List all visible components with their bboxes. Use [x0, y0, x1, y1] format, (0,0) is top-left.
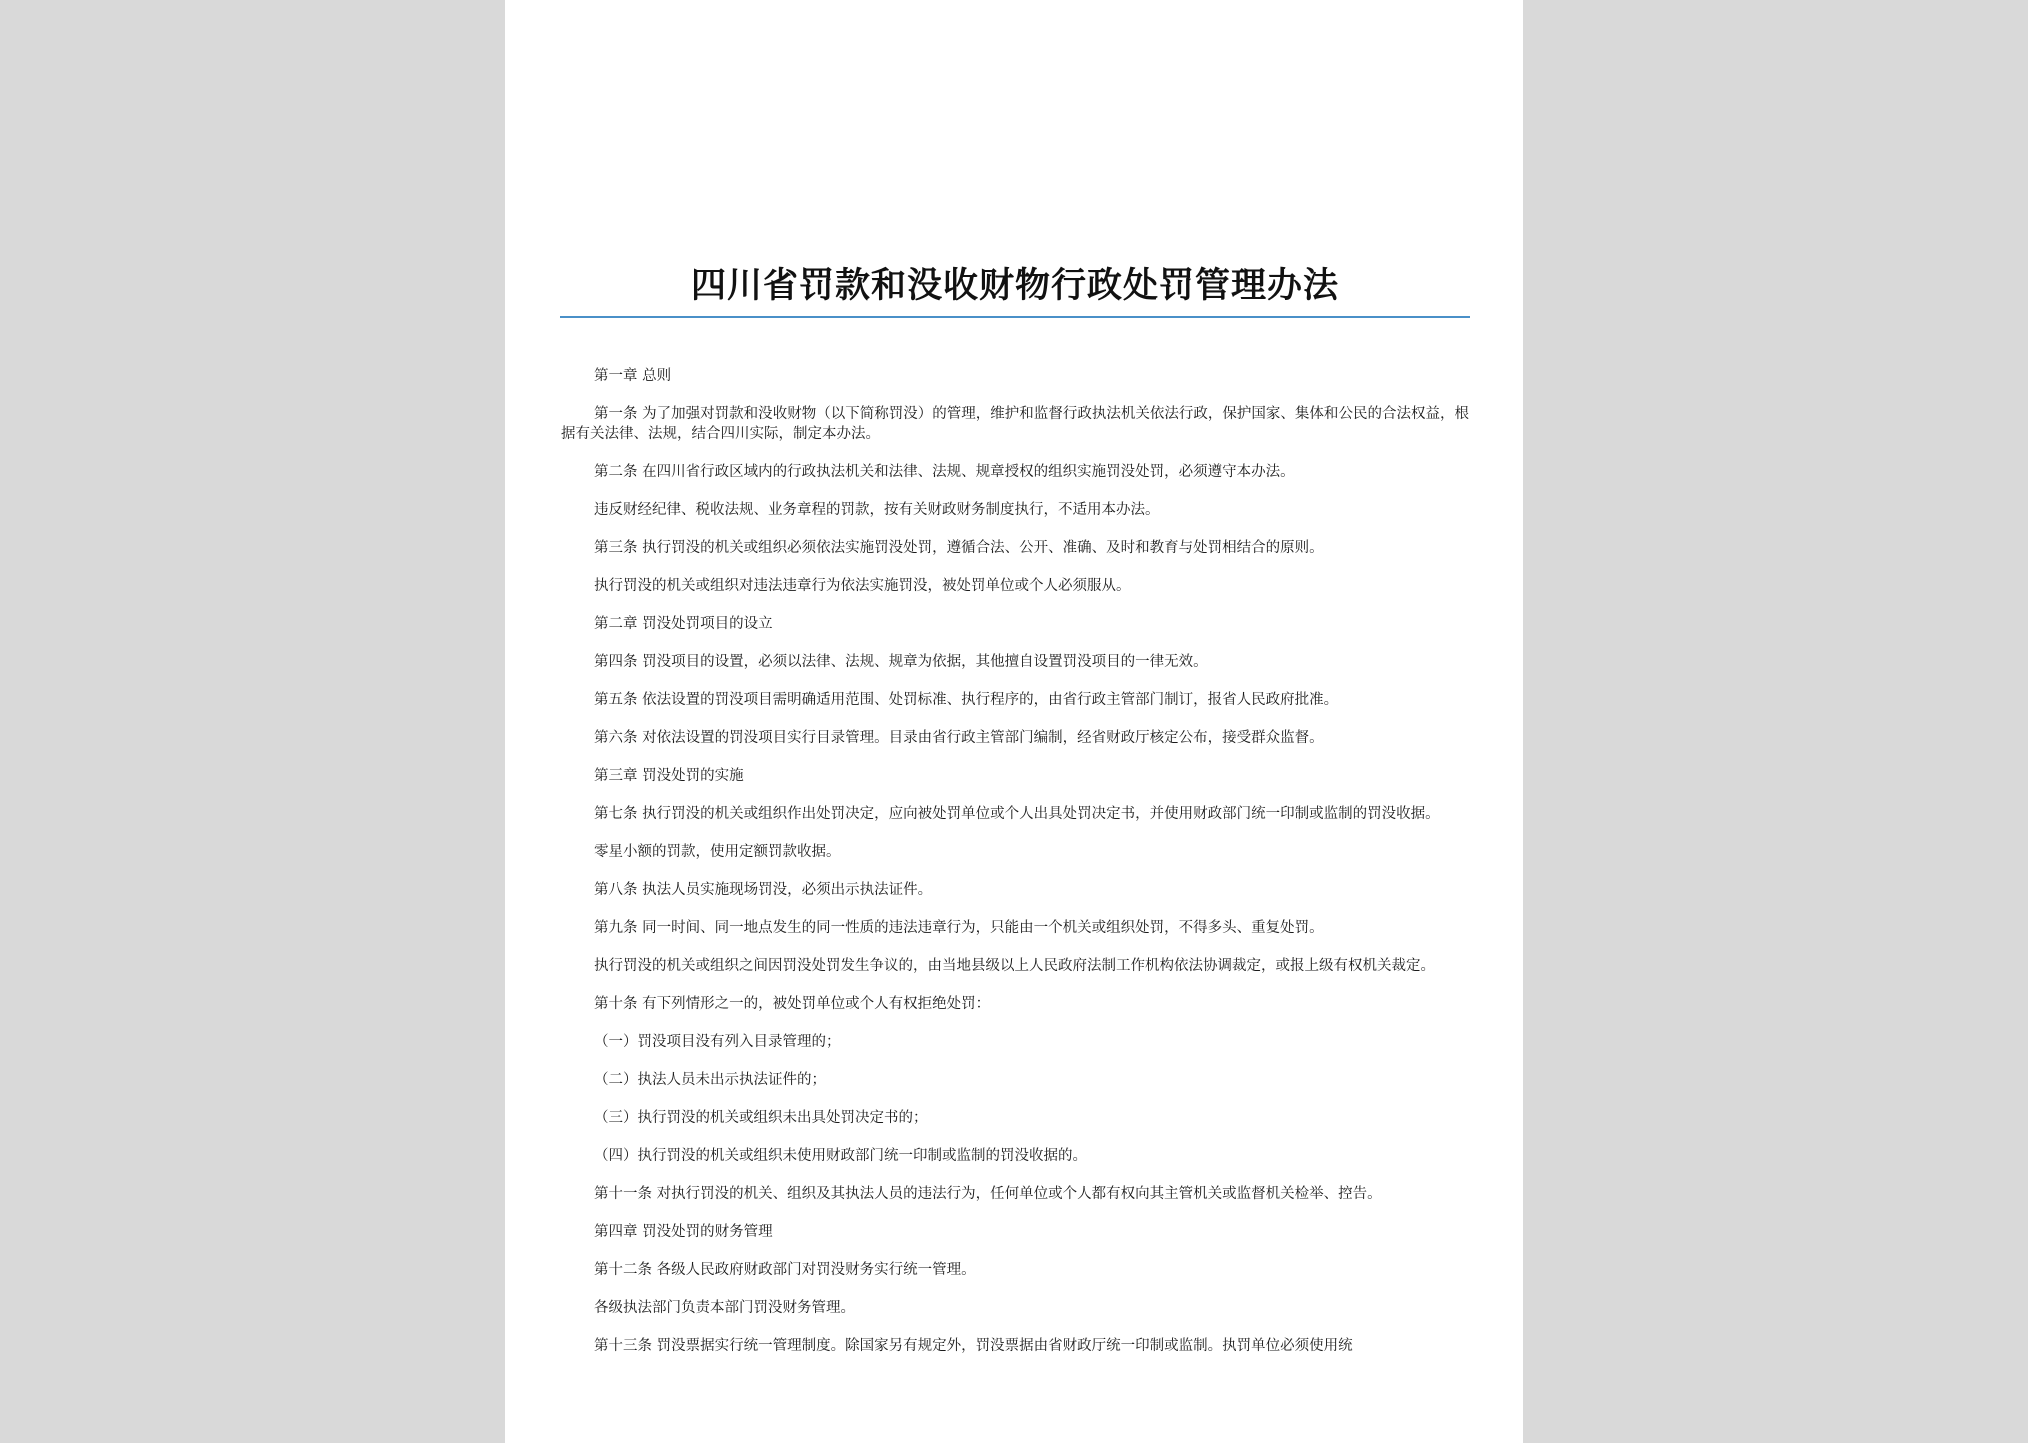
document-paragraph: 违反财经纪律、税收法规、业务章程的罚款，按有关财政财务制度执行，不适用本办法。: [594, 502, 1160, 518]
document-paragraph: 第二条 在四川省行政区域内的行政执法机关和法律、法规、规章授权的组织实施罚没处罚，必须遵守本办法。: [594, 464, 1295, 480]
document-paragraph: （三）执行罚没的机关或组织未出具处罚决定书的；: [594, 1110, 928, 1126]
document-body: [561, 366, 1469, 1374]
document-paragraph: 第九条 同一时间、同一地点发生的同一性质的违法违章行为，只能由一个机关或组织处罚，不得多头、重复处罚。: [594, 920, 1324, 936]
document-paragraph: 执行罚没的机关或组织对违法违章行为依法实施罚没，被处罚单位或个人必须服从。: [594, 578, 1131, 594]
document-paragraph: 第七条 执行罚没的机关或组织作出处罚决定，应向被处罚单位或个人出具处罚决定书，并使用财政部门统一印制或监制的罚没收据。: [594, 806, 1440, 822]
document-paragraph: 第四章 罚没处罚的财务管理: [594, 1224, 773, 1240]
document-paragraph: 第十三条 罚没票据实行统一管理制度。除国家另有规定外，罚没票据由省财政厅统一印制或监制。执罚单位必须使用统: [594, 1338, 1353, 1354]
document-page: [505, 0, 1523, 1443]
document-paragraph: 零星小额的罚款，使用定额罚款收据。: [594, 844, 841, 860]
title-underline: [560, 316, 1470, 318]
document-paragraph: 第十条 有下列情形之一的，被处罚单位或个人有权拒绝处罚：: [594, 996, 991, 1012]
document-paragraph: 第三条 执行罚没的机关或组织必须依法实施罚没处罚，遵循合法、公开、准确、及时和教育与处罚相结合的原则。: [594, 540, 1324, 556]
document-paragraph: 第六条 对依法设置的罚没项目实行目录管理。目录由省行政主管部门编制，经省财政厅核定公布，接受群众监督。: [594, 730, 1324, 746]
document-paragraph: 第一条 为了加强对罚款和没收财物（以下简称罚没）的管理，维护和监督行政执法机关依法行政，保护国家、集体和公民的合法权益，根据有关法律、法规，结合四川实际，制定本办法。: [561, 406, 1469, 442]
document-paragraph: 第四条 罚没项目的设置，必须以法律、法规、规章为依据，其他擅自设置罚没项目的一律无效。: [594, 654, 1208, 670]
document-paragraph: 执行罚没的机关或组织之间因罚没处罚发生争议的，由当地县级以上人民政府法制工作机构依法协调裁定，或报上级有权机关裁定。: [594, 958, 1435, 974]
document-paragraph: 第一章 总则: [594, 368, 672, 384]
document-paragraph: （二）执法人员未出示执法证件的；: [594, 1072, 826, 1088]
document-paragraph: 第十二条 各级人民政府财政部门对罚没财务实行统一管理。: [594, 1262, 976, 1278]
document-paragraph: （一）罚没项目没有列入目录管理的；: [594, 1034, 841, 1050]
document-paragraph: 第八条 执法人员实施现场罚没，必须出示执法证件。: [594, 882, 933, 898]
document-paragraph: 第五条 依法设置的罚没项目需明确适用范围、处罚标准、执行程序的，由省行政主管部门制订，报省人民政府批准。: [594, 692, 1339, 708]
document-paragraph: 第二章 罚没处罚项目的设立: [594, 616, 773, 632]
document-paragraph: 第十一条 对执行罚没的机关、组织及其执法人员的违法行为，任何单位或个人都有权向其主管机关或监督机关检举、控告。: [594, 1186, 1382, 1202]
document-paragraph: 各级执法部门负责本部门罚没财务管理。: [594, 1300, 855, 1316]
document-paragraph: （四）执行罚没的机关或组织未使用财政部门统一印制或监制的罚没收据的。: [594, 1148, 1087, 1164]
document-paragraph: 第三章 罚没处罚的实施: [594, 768, 744, 784]
document-title: 四川省罚款和没收财物行政处罚管理办法: [690, 265, 1339, 306]
